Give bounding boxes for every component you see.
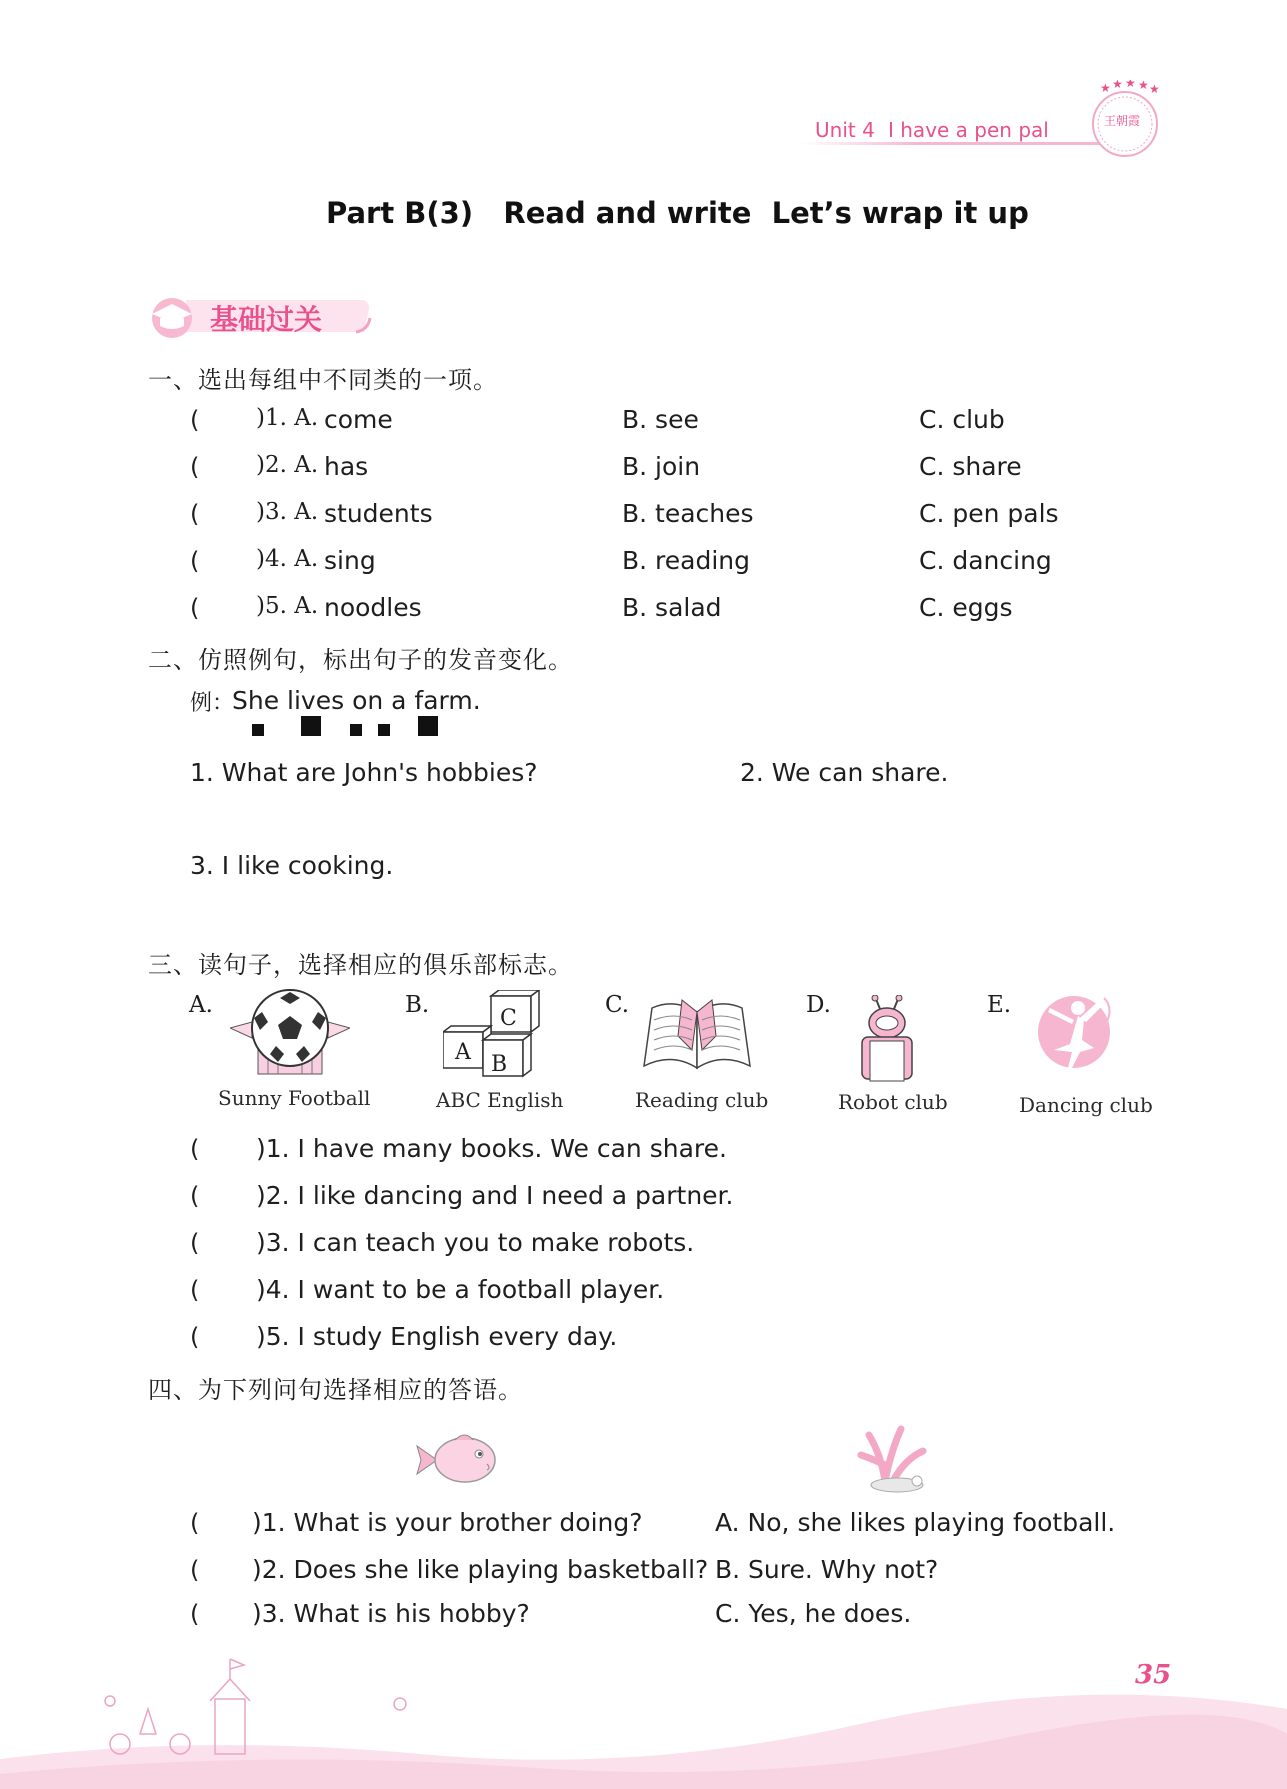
logo-label-b: ABC English (436, 1088, 564, 1112)
header-unit: Unit 4 (815, 118, 875, 142)
option-b: B. join (622, 452, 701, 481)
page-number: 35 (1135, 1660, 1172, 1690)
option-c: C. share (919, 452, 1022, 481)
badge-label: 基础过关 (210, 303, 323, 336)
option-c: C. pen pals (919, 499, 1059, 528)
answer-blank[interactable]: ( (190, 1276, 200, 1304)
option-a: sing (324, 546, 376, 575)
option-a: has (324, 452, 369, 481)
answer-blank[interactable]: ( (190, 406, 200, 434)
fish-icon (415, 1430, 500, 1490)
section2-heading: 二、仿照例句，标出句子的发音变化。 (148, 646, 573, 674)
section3-heading: 三、读句子，选择相应的俱乐部标志。 (148, 951, 573, 979)
section3-item-5: )5. I study English every day. (256, 1322, 618, 1351)
brand-name: 王朝霞 (1104, 114, 1141, 128)
svg-text:★: ★ (1125, 80, 1136, 90)
item-number: )4. A. (256, 546, 319, 572)
logo-letter-c: C. (605, 992, 630, 1018)
svg-text:★: ★ (1112, 80, 1123, 91)
weak-stress-mark (252, 724, 264, 736)
answer-blank[interactable]: ( (190, 1600, 200, 1628)
section4-question-1: )1. What is your brother doing? (252, 1508, 643, 1537)
section4-answer-b: B. Sure. Why not? (715, 1555, 939, 1584)
item-number: )5. A. (256, 593, 319, 619)
item-number: )2. A. (256, 452, 319, 478)
section3-item-4: )4. I want to be a football player. (256, 1275, 665, 1304)
open-book-icon (642, 990, 752, 1072)
svg-text:★: ★ (1138, 80, 1149, 92)
answer-blank[interactable]: ( (190, 594, 200, 622)
item-number: )3. A. (256, 499, 319, 525)
option-b: B. reading (622, 546, 751, 575)
coral-icon (855, 1415, 940, 1495)
logo-label-a: Sunny Football (218, 1086, 371, 1110)
answer-blank[interactable]: ( (190, 453, 200, 481)
section3-item-3: )3. I can teach you to make robots. (256, 1228, 695, 1257)
robot-icon (852, 995, 922, 1085)
option-a: noodles (324, 593, 422, 622)
logo-letter-a: A. (189, 992, 213, 1018)
logo-letter-e: E. (987, 992, 1012, 1018)
example-sentence: She lives on a farm. (232, 686, 481, 715)
answer-blank[interactable]: ( (190, 547, 200, 575)
answer-blank[interactable]: ( (190, 1556, 200, 1584)
section4-answer-c: C. Yes, he does. (715, 1599, 912, 1628)
block-letter-b: B (491, 1052, 508, 1077)
section3-item-2: )2. I like dancing and I need a partner. (256, 1181, 734, 1210)
logo-label-d: Robot club (838, 1090, 948, 1114)
svg-text:★: ★ (1100, 81, 1111, 95)
header-topic: I have a pen pal (888, 118, 1049, 142)
section1-heading: 一、选出每组中不同类的一项。 (148, 366, 498, 394)
section4-heading: 四、为下列问句选择相应的答语。 (148, 1376, 523, 1404)
football-logo-icon (230, 988, 350, 1078)
answer-blank[interactable]: ( (190, 1323, 200, 1351)
page-title: Part B(3) Read and write Let’s wrap it up (326, 196, 1029, 230)
section2-question-1: 1. What are John's hobbies? (190, 758, 538, 787)
option-b: B. salad (622, 593, 722, 622)
option-c: C. eggs (919, 593, 1013, 622)
weak-stress-mark (378, 724, 390, 736)
dancer-icon (1034, 988, 1124, 1088)
logo-label-e: Dancing club (1019, 1093, 1153, 1117)
weak-stress-mark (350, 724, 362, 736)
strong-stress-mark (301, 716, 321, 736)
answer-blank[interactable]: ( (190, 1509, 200, 1537)
answer-blank[interactable]: ( (190, 1135, 200, 1163)
footer-decoration (0, 1639, 1287, 1789)
logo-letter-d: D. (806, 992, 831, 1018)
logo-letter-b: B. (405, 992, 430, 1018)
option-a: come (324, 405, 393, 434)
option-c: C. club (919, 405, 1005, 434)
block-letter-c: C (500, 1006, 517, 1031)
logo-label-c: Reading club (635, 1088, 769, 1112)
section4-question-3: )3. What is his hobby? (252, 1599, 530, 1628)
answer-blank[interactable]: ( (190, 500, 200, 528)
item-number: )1. A. (256, 405, 319, 431)
option-a: students (324, 499, 433, 528)
option-c: C. dancing (919, 546, 1052, 575)
header-underline (800, 142, 1100, 145)
svg-text:★: ★ (1149, 82, 1160, 96)
option-b: B. teaches (622, 499, 754, 528)
section4-question-2: )2. Does she like playing basketball? (252, 1555, 709, 1584)
option-b: B. see (622, 405, 699, 434)
section4-answer-a: A. No, she likes playing football. (715, 1508, 1116, 1537)
section2-question-3: 3. I like cooking. (190, 851, 394, 880)
section3-item-1: )1. I have many books. We can share. (256, 1134, 727, 1163)
example-label: 例： (190, 691, 235, 716)
section2-question-2: 2. We can share. (740, 758, 949, 787)
answer-blank[interactable]: ( (190, 1182, 200, 1210)
answer-blank[interactable]: ( (190, 1229, 200, 1257)
strong-stress-mark (418, 716, 438, 736)
block-letter-a: A (455, 1040, 471, 1065)
